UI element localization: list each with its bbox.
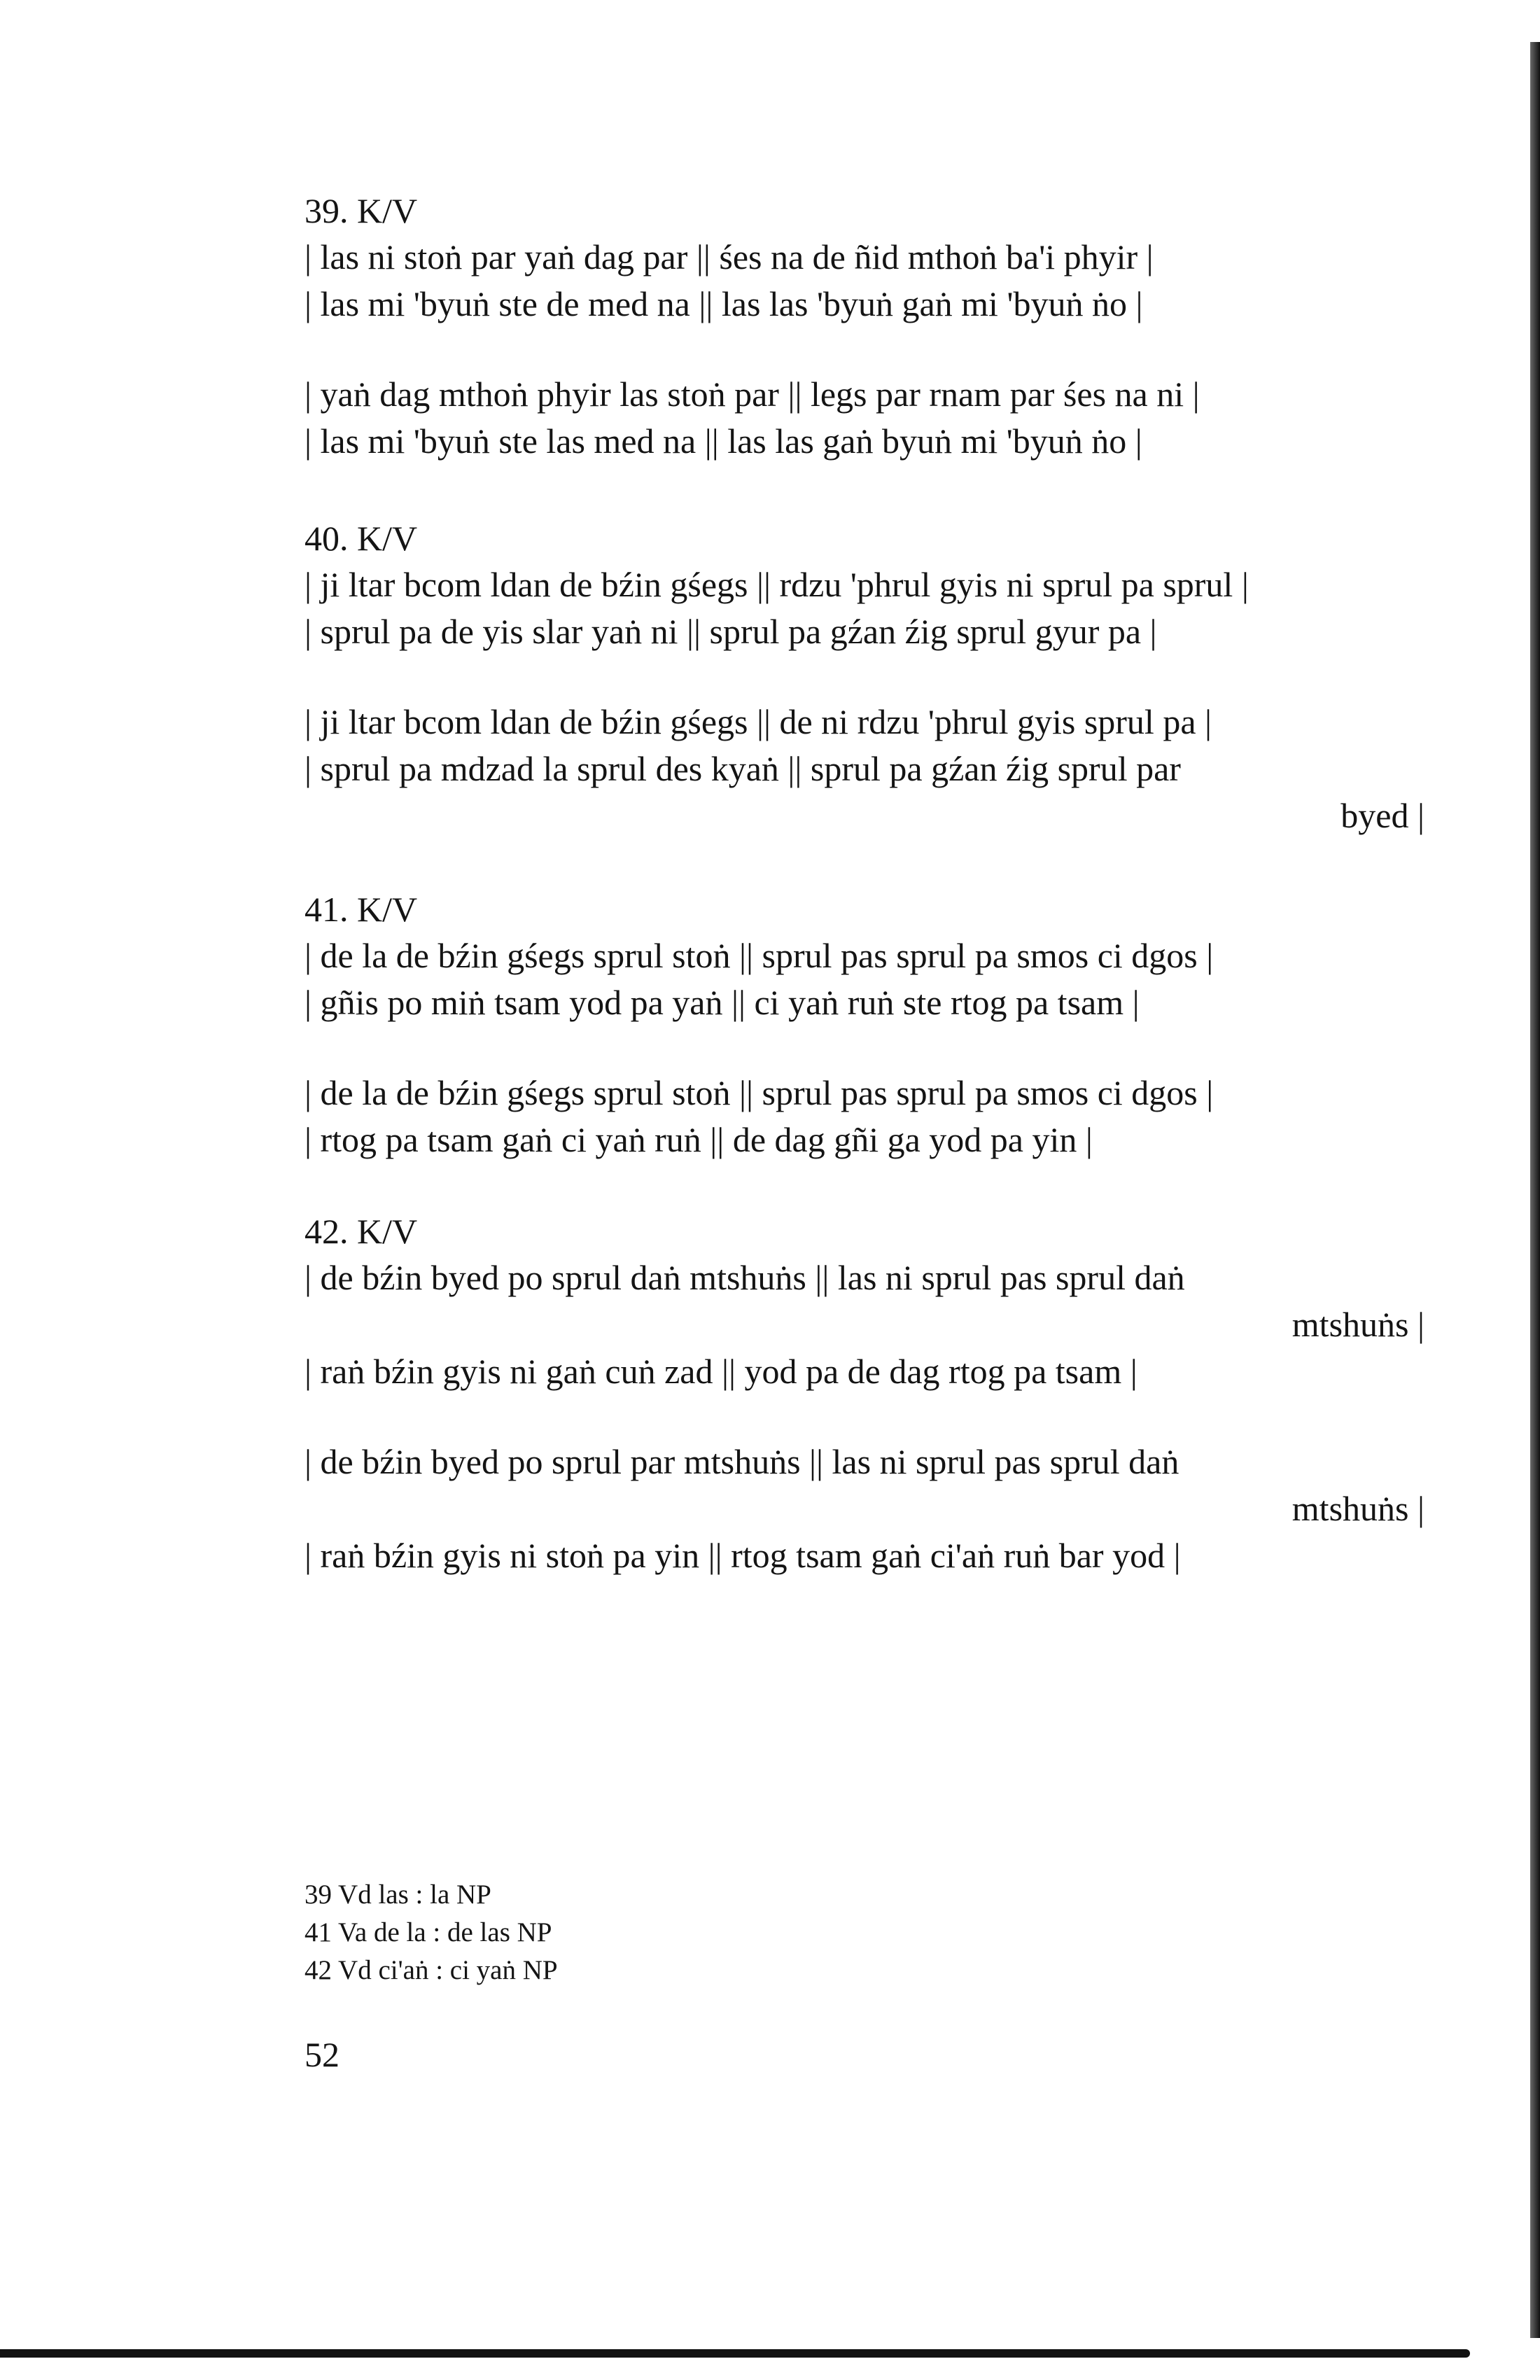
stanza [304, 699, 1438, 839]
verse-line: | ji ltar bcom ldan de bźin gśegs || rdzu 'phrul gyis ni sprul pa sprul | [304, 565, 1249, 604]
section-41 [304, 889, 1438, 1163]
footnote: 42 Vd ci'aṅ : ci yaṅ NP [304, 1955, 558, 1985]
verse-line: | rtog pa tsam gaṅ ci yaṅ ruṅ || de dag gñi ga yod pa yin | [304, 1120, 1093, 1159]
verse-line: | sprul pa mdzad la sprul des kyaṅ || sprul pa gźan źig sprul par [304, 749, 1181, 788]
verse-line: | las mi 'byuṅ ste las med na || las las gaṅ byuṅ mi 'byuṅ ṅo | [304, 421, 1142, 461]
bottom-edge-bar [0, 2349, 1470, 2358]
section-39 [304, 190, 1438, 465]
stanza [304, 371, 1438, 465]
verse-line-continuation: mtshuṅs | [1292, 1489, 1424, 1528]
verse-line: | raṅ bźin gyis ni gaṅ cuṅ zad || yod pa de dag rtog pa tsam | [304, 1352, 1138, 1391]
stanza [304, 234, 1438, 328]
footnotes [304, 1876, 1144, 1989]
verse-line: | ji ltar bcom ldan de bźin gśegs || de ni rdzu 'phrul gyis sprul pa | [304, 702, 1212, 741]
section-40 [304, 518, 1438, 839]
footnote: 39 Vd las : la NP [304, 1879, 491, 1910]
verse-line-continuation: byed | [1340, 796, 1424, 835]
stanza [304, 1438, 1438, 1579]
verse-line: | de la de bźin gśegs sprul stoṅ || sprul pas sprul pa smos ci dgos | [304, 936, 1214, 975]
footnote: 41 Va de la : de las NP [304, 1917, 552, 1947]
section-heading: 41. K/V [304, 890, 418, 929]
verse-line-continuation: mtshuṅs | [1292, 1305, 1424, 1344]
verse-line: | de bźin byed po sprul par mtshuṅs || las ni sprul pas sprul daṅ [304, 1442, 1180, 1481]
verse-line: | raṅ bźin gyis ni stoṅ pa yin || rtog tsam gaṅ ci'aṅ ruṅ bar yod | [304, 1536, 1181, 1575]
verse-line: | las ni stoṅ par yaṅ dag par || śes na de ñid mthoṅ ba'i phyir | [304, 237, 1154, 276]
verse-line: | gñis po miṅ tsam yod pa yaṅ || ci yaṅ ruṅ ste rtog pa tsam | [304, 983, 1140, 1022]
verse-line: | de la de bźin gśegs sprul stoṅ || sprul pas sprul pa smos ci dgos | [304, 1073, 1214, 1112]
verse-line: | las mi 'byuṅ ste de med na || las las 'byuṅ gaṅ mi 'byuṅ ṅo | [304, 284, 1143, 323]
page-number: 52 [304, 2035, 340, 2074]
section-42 [304, 1211, 1438, 1579]
stanza [304, 1254, 1438, 1395]
section-heading: 40. K/V [304, 519, 418, 558]
section-heading: 39. K/V [304, 191, 418, 230]
verse-line: | sprul pa de yis slar yaṅ ni || sprul pa gźan źig sprul gyur pa | [304, 612, 1157, 651]
verse-line: | de bźin byed po sprul daṅ mtshuṅs || las ni sprul pas sprul daṅ [304, 1258, 1185, 1297]
stanza [304, 561, 1438, 655]
verse-line: | yaṅ dag mthoṅ phyir las stoṅ par || legs par rnam par śes na ni | [304, 374, 1200, 414]
stanza [304, 1070, 1438, 1163]
stanza [304, 932, 1438, 1026]
page-edge-shadow [1530, 42, 1540, 2338]
section-heading: 42. K/V [304, 1212, 418, 1251]
